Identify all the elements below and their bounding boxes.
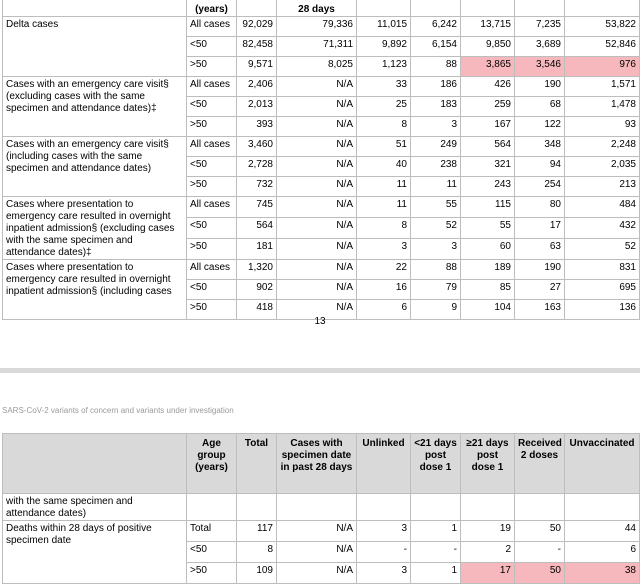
value-cell: 8 (237, 542, 277, 563)
value-cell: 1,571 (565, 77, 640, 97)
column-header: Total (237, 434, 277, 494)
value-cell: 190 (515, 77, 565, 97)
value-cell: 53,822 (565, 17, 640, 37)
value-cell: 2 (461, 542, 515, 563)
age-group-cell: >50 (187, 117, 237, 137)
table-row (3, 77, 640, 97)
value-cell: N/A (277, 157, 357, 177)
value-cell: 484 (565, 197, 640, 218)
value-cell: 11 (411, 177, 461, 197)
vaccination-status-table-bottom (2, 433, 640, 584)
value-cell: 44 (565, 521, 640, 542)
table-row (3, 17, 640, 37)
value-cell: - (515, 542, 565, 563)
table-row (3, 137, 640, 157)
age-group-cell: Total (187, 521, 237, 542)
value-cell: 426 (461, 77, 515, 97)
age-group-cell: <50 (187, 97, 237, 117)
row-category: Cases where presentation to emergency care resulted in overnight inpatient admission§ (excluding cases with the same specimen and attendance dates)‡ (3, 197, 187, 260)
value-cell: 348 (515, 137, 565, 157)
value-cell: 564 (237, 218, 277, 239)
value-cell: 82,458 (237, 37, 277, 57)
value-cell: 52,846 (565, 37, 640, 57)
column-header: ≥21 days post dose 1 (461, 434, 515, 494)
value-cell: 6,154 (411, 37, 461, 57)
value-cell: 190 (515, 260, 565, 280)
value-cell: 393 (237, 117, 277, 137)
header-specimen-date: 28 days (277, 0, 357, 17)
value-cell: 2,248 (565, 137, 640, 157)
value-cell: 63 (515, 239, 565, 260)
value-cell: 71,311 (277, 37, 357, 57)
value-cell: 50 (515, 521, 565, 542)
value-cell: 9,850 (461, 37, 515, 57)
value-cell: 243 (461, 177, 515, 197)
value-cell: N/A (277, 197, 357, 218)
age-group-cell: >50 (187, 563, 237, 584)
value-cell: 3,546 (515, 57, 565, 77)
age-group-cell: >50 (187, 57, 237, 77)
value-cell: 80 (515, 197, 565, 218)
value-cell: 88 (411, 260, 461, 280)
value-cell: 92,029 (237, 17, 277, 37)
value-cell: 25 (357, 97, 411, 117)
age-group-cell: >50 (187, 300, 237, 320)
value-cell: 695 (565, 280, 640, 300)
value-cell: N/A (277, 260, 357, 280)
value-cell (277, 494, 357, 521)
value-cell: 17 (461, 563, 515, 584)
age-group-cell: <50 (187, 157, 237, 177)
age-group-cell: All cases (187, 137, 237, 157)
value-cell: 254 (515, 177, 565, 197)
value-cell: 7,235 (515, 17, 565, 37)
table-body-top (3, 17, 640, 320)
value-cell: N/A (277, 542, 357, 563)
age-group-cell: <50 (187, 218, 237, 239)
value-cell: - (411, 542, 461, 563)
value-cell: 13,715 (461, 17, 515, 37)
value-cell: 17 (515, 218, 565, 239)
value-cell: 3 (411, 117, 461, 137)
header-age-group: (years) (187, 0, 237, 17)
document-running-title: SARS-CoV-2 variants of concern and variants under investigation (2, 406, 234, 415)
value-cell (237, 494, 277, 521)
value-cell: 3 (357, 239, 411, 260)
vaccination-status-table-top (2, 0, 640, 320)
value-cell: 68 (515, 97, 565, 117)
header-row-partial (3, 0, 640, 17)
column-header: <21 days post dose 1 (411, 434, 461, 494)
value-cell: 2,013 (237, 97, 277, 117)
age-group-cell: <50 (187, 542, 237, 563)
age-group-cell: All cases (187, 17, 237, 37)
row-category: Cases with an emergency care visit§ (including cases with the same specimen and attendance dates) (3, 137, 187, 197)
value-cell: 51 (357, 137, 411, 157)
value-cell: 831 (565, 260, 640, 280)
value-cell: 8,025 (277, 57, 357, 77)
page-number: 13 (314, 316, 326, 327)
age-group-cell: <50 (187, 280, 237, 300)
table-row (3, 494, 640, 521)
value-cell (565, 494, 640, 521)
value-cell: N/A (277, 137, 357, 157)
value-cell: 60 (461, 239, 515, 260)
value-cell: 249 (411, 137, 461, 157)
value-cell: 745 (237, 197, 277, 218)
age-group-cell: >50 (187, 177, 237, 197)
value-cell: 16 (357, 280, 411, 300)
value-cell: 52 (411, 218, 461, 239)
age-group-cell: All cases (187, 77, 237, 97)
value-cell: 115 (461, 197, 515, 218)
value-cell: 976 (565, 57, 640, 77)
value-cell: N/A (277, 521, 357, 542)
value-cell: 183 (411, 97, 461, 117)
row-category: Cases where presentation to emergency care resulted in overnight inpatient admission§ (including cases (3, 260, 187, 320)
value-cell: 1 (411, 563, 461, 584)
value-cell: 104 (461, 300, 515, 320)
value-cell: 181 (237, 239, 277, 260)
value-cell: 3,460 (237, 137, 277, 157)
value-cell: 3 (411, 239, 461, 260)
value-cell: 50 (515, 563, 565, 584)
value-cell: 3 (357, 563, 411, 584)
value-cell: 122 (515, 117, 565, 137)
document-page-bottom (0, 373, 640, 580)
value-cell (357, 494, 411, 521)
value-cell: N/A (277, 563, 357, 584)
value-cell: 88 (411, 57, 461, 77)
value-cell: 9,571 (237, 57, 277, 77)
value-cell: 94 (515, 157, 565, 177)
value-cell: 213 (565, 177, 640, 197)
row-category: Deaths within 28 days of positive specimen date (3, 521, 187, 584)
value-cell: 564 (461, 137, 515, 157)
column-header: Received 2 doses (515, 434, 565, 494)
value-cell: 259 (461, 97, 515, 117)
value-cell: N/A (277, 117, 357, 137)
value-cell: 238 (411, 157, 461, 177)
table-body-bottom (3, 494, 640, 584)
value-cell: 732 (237, 177, 277, 197)
age-group-cell: >50 (187, 239, 237, 260)
value-cell: 52 (565, 239, 640, 260)
value-cell: 22 (357, 260, 411, 280)
value-cell: 40 (357, 157, 411, 177)
value-cell: 3,689 (515, 37, 565, 57)
value-cell: 3 (357, 521, 411, 542)
column-header: Cases with specimen date in past 28 days (277, 434, 357, 494)
value-cell: N/A (277, 77, 357, 97)
value-cell: N/A (277, 177, 357, 197)
table-row (3, 197, 640, 218)
age-group-cell: All cases (187, 197, 237, 218)
column-header: Unlinked (357, 434, 411, 494)
value-cell: 1 (411, 521, 461, 542)
value-cell: N/A (277, 300, 357, 320)
value-cell: 11,015 (357, 17, 411, 37)
row-category: with the same specimen and attendance dates) (3, 494, 187, 521)
value-cell: 85 (461, 280, 515, 300)
value-cell: 418 (237, 300, 277, 320)
value-cell: 55 (461, 218, 515, 239)
column-header (3, 434, 187, 494)
value-cell: 6 (357, 300, 411, 320)
value-cell: 1,123 (357, 57, 411, 77)
value-cell: 1,320 (237, 260, 277, 280)
value-cell: 79 (411, 280, 461, 300)
column-header: Age group (years) (187, 434, 237, 494)
value-cell: 8 (357, 218, 411, 239)
value-cell: 19 (461, 521, 515, 542)
value-cell: 9 (411, 300, 461, 320)
value-cell: - (357, 542, 411, 563)
value-cell: 321 (461, 157, 515, 177)
value-cell (515, 494, 565, 521)
value-cell: 8 (357, 117, 411, 137)
value-cell: 109 (237, 563, 277, 584)
value-cell: 2,035 (565, 157, 640, 177)
value-cell: 38 (565, 563, 640, 584)
value-cell: 186 (411, 77, 461, 97)
value-cell: N/A (277, 218, 357, 239)
value-cell: 11 (357, 197, 411, 218)
value-cell: 136 (565, 300, 640, 320)
value-cell: N/A (277, 97, 357, 117)
value-cell: 902 (237, 280, 277, 300)
column-header: Unvaccinated (565, 434, 640, 494)
value-cell: 1,478 (565, 97, 640, 117)
header-row (3, 434, 640, 494)
value-cell: 2,728 (237, 157, 277, 177)
value-cell: 163 (515, 300, 565, 320)
value-cell: N/A (277, 280, 357, 300)
value-cell: 93 (565, 117, 640, 137)
value-cell: N/A (277, 239, 357, 260)
value-cell: 55 (411, 197, 461, 218)
table-row (3, 260, 640, 280)
age-group-cell: <50 (187, 37, 237, 57)
value-cell: 27 (515, 280, 565, 300)
value-cell (461, 494, 515, 521)
value-cell: 79,336 (277, 17, 357, 37)
table-row (3, 521, 640, 542)
value-cell: 6,242 (411, 17, 461, 37)
value-cell: 11 (357, 177, 411, 197)
value-cell (411, 494, 461, 521)
value-cell: 117 (237, 521, 277, 542)
age-group-cell (187, 494, 237, 521)
value-cell: 432 (565, 218, 640, 239)
row-category: Delta cases (3, 17, 187, 77)
row-category: Cases with an emergency care visit§ (excluding cases with the same specimen and attendance dates)‡ (3, 77, 187, 137)
value-cell: 6 (565, 542, 640, 563)
value-cell: 33 (357, 77, 411, 97)
value-cell: 9,892 (357, 37, 411, 57)
value-cell: 189 (461, 260, 515, 280)
value-cell: 3,865 (461, 57, 515, 77)
age-group-cell: All cases (187, 260, 237, 280)
value-cell: 2,406 (237, 77, 277, 97)
value-cell: 167 (461, 117, 515, 137)
